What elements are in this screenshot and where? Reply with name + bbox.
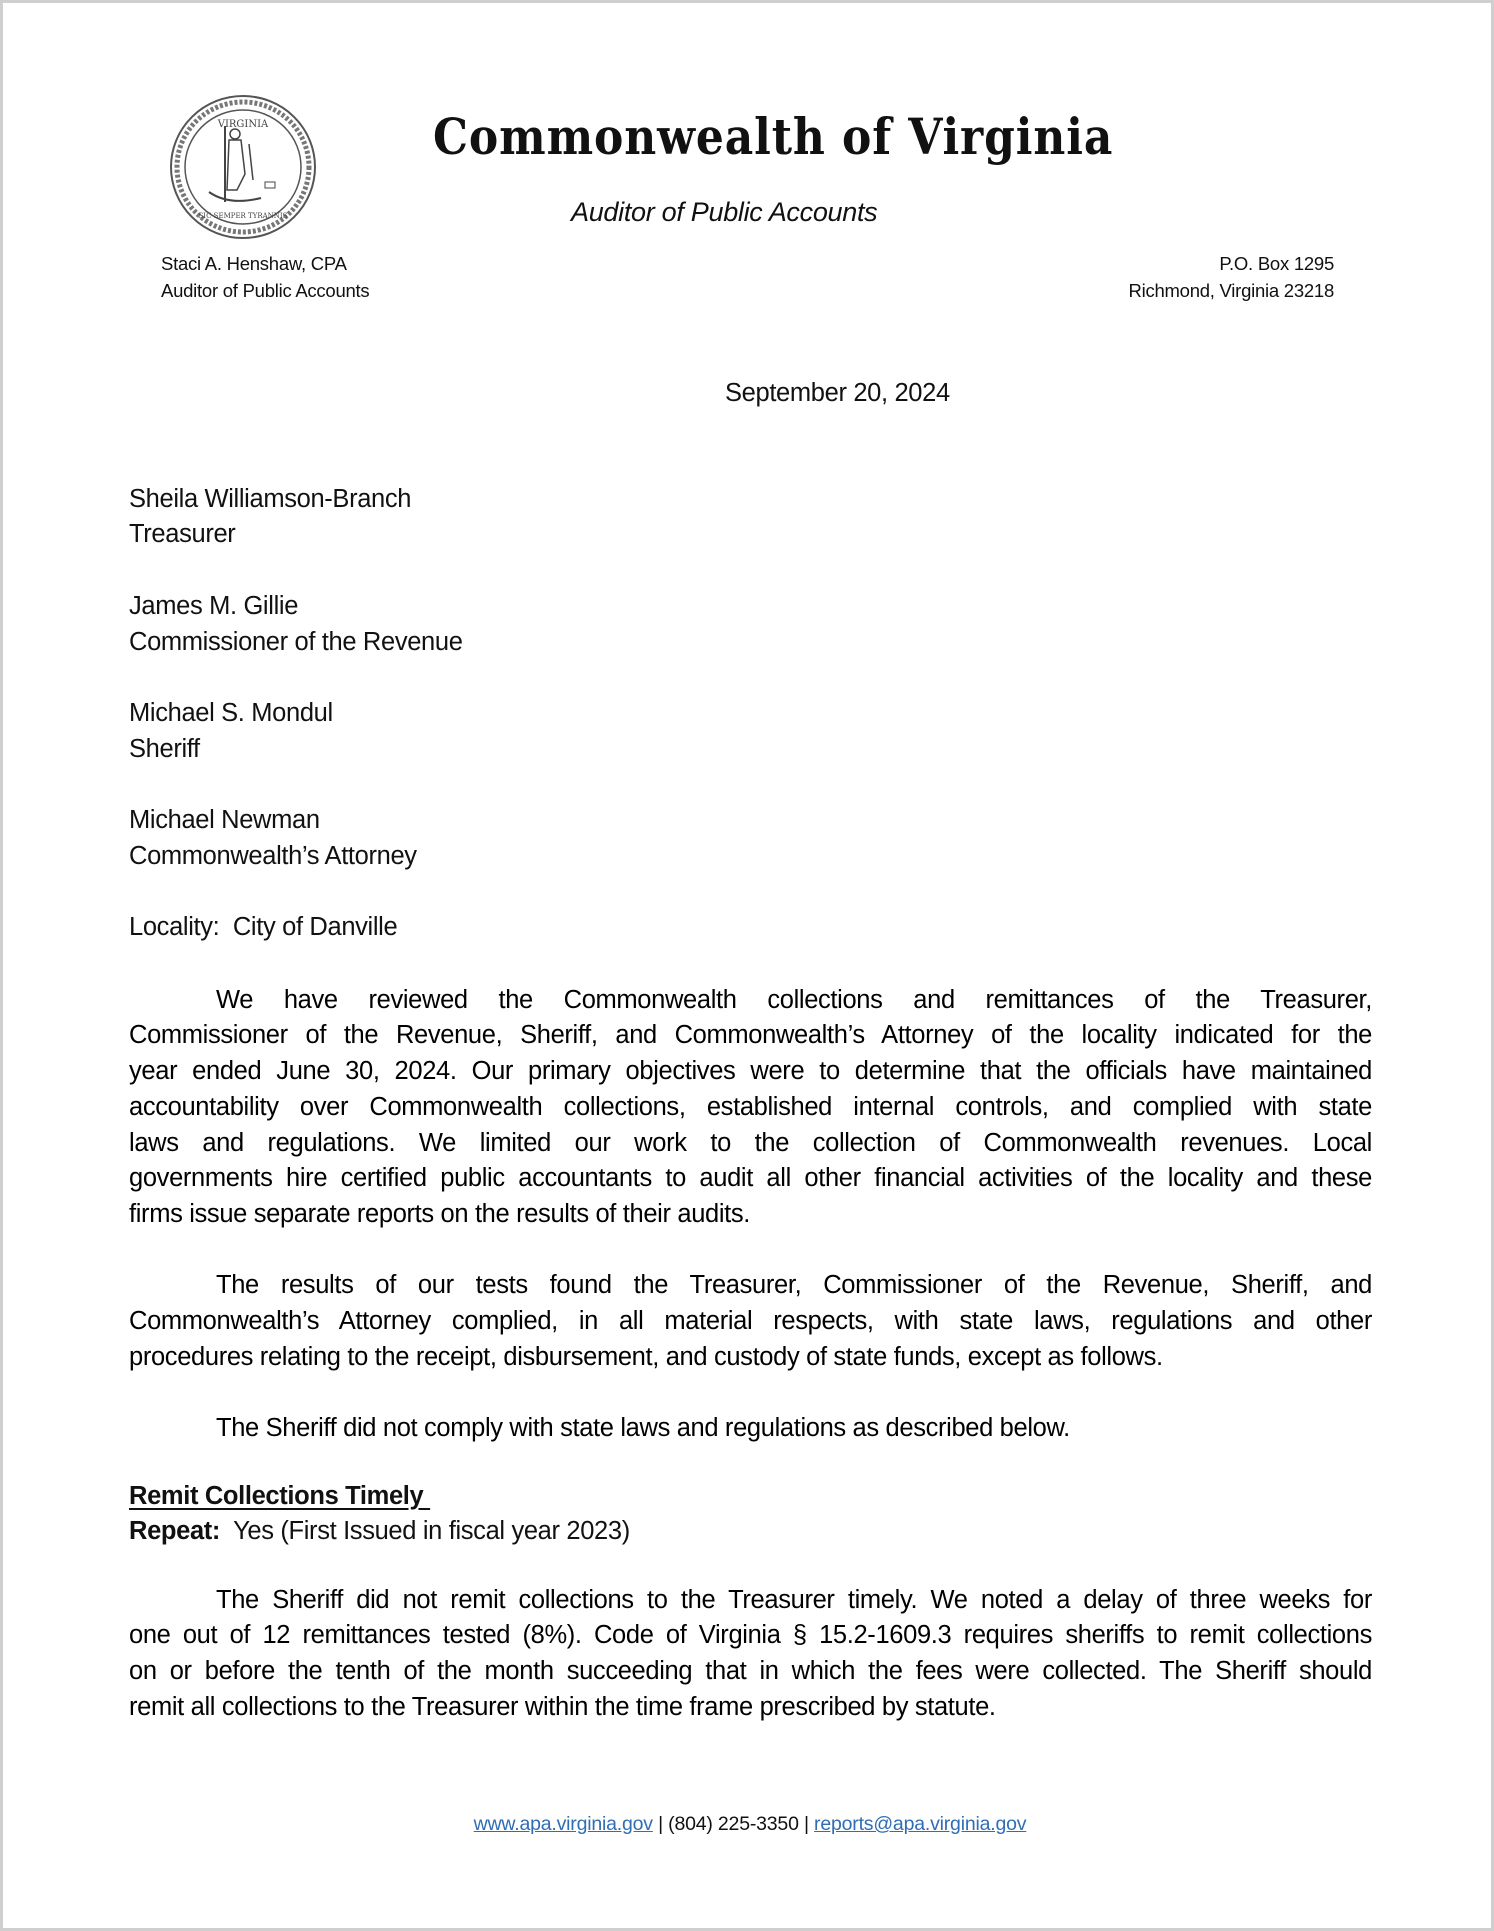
finding-line: one out of 12 remittances tested (8%). Code of Virginia § 15.2-1609.3 requires sheriffs to remit collections — [129, 1621, 1372, 1649]
paragraph-line: The results of our tests found the Treasurer, Commissioner of the Revenue, Sheriff, and — [216, 1271, 1372, 1299]
virginia-state-seal-icon — [169, 94, 317, 240]
repeat-label: Repeat: — [129, 1517, 221, 1545]
finding-line: on or before the tenth of the month succeeding that in which the fees were collected. The Sheriff should — [129, 1657, 1372, 1685]
paragraph-line: The Sheriff did not comply with state laws and regulations as described below. — [216, 1414, 1070, 1442]
letter-date: September 20, 2024 — [725, 379, 950, 407]
auditor-title: Auditor of Public Accounts — [161, 280, 370, 301]
paragraph-line: firms issue separate reports on the results of their audits. — [129, 1200, 751, 1228]
paragraph-line: year ended June 30, 2024. Our primary objectives were to determine that the officials have maintained — [129, 1057, 1372, 1085]
recipient-title: Commonwealth’s Attorney — [129, 842, 417, 870]
recipient-name: Michael S. Mondul — [129, 699, 333, 727]
paragraph-line: Commonwealth’s Attorney complied, in all material respects, with state laws, regulations and other — [129, 1307, 1372, 1335]
po-box: P.O. Box 1295 — [1219, 253, 1334, 274]
letterhead-title: Commonwealth of Virginia — [433, 107, 1114, 166]
finding-line: remit all collections to the Treasurer within the time frame prescribed by statute. — [129, 1693, 996, 1721]
recipient-title: Commissioner of the Revenue — [129, 628, 463, 656]
recipient-name: James M. Gillie — [129, 592, 299, 620]
auditor-name: Staci A. Henshaw, CPA — [161, 253, 347, 274]
footer-separator: | — [798, 1813, 815, 1835]
repeat-value: Yes (First Issued in fiscal year 2023) — [220, 1517, 630, 1545]
paragraph-line: We have reviewed the Commonwealth collections and remittances of the Treasurer, — [216, 986, 1372, 1014]
paragraph-line: procedures relating to the receipt, disbursement, and custody of state funds, except as follows. — [129, 1343, 1163, 1371]
finding-line: The Sheriff did not remit collections to the Treasurer timely. We noted a delay of three weeks for — [216, 1586, 1372, 1614]
finding-heading: Remit Collections Timely — [129, 1482, 431, 1510]
paragraph-line: laws and regulations. We limited our work to the collection of Commonwealth revenues. Local — [129, 1129, 1372, 1157]
recipient-title: Treasurer — [129, 520, 236, 548]
paragraph-line: Commissioner of the Revenue, Sheriff, and Commonwealth’s Attorney of the locality indicated for the — [129, 1021, 1372, 1049]
locality-line: Locality: City of Danville — [129, 913, 398, 941]
recipient-name: Michael Newman — [129, 806, 320, 834]
recipient-name: Sheila Williamson-Branch — [129, 485, 412, 513]
phone-number: (804) 225-3350 — [668, 1813, 799, 1835]
paragraph-line: governments hire certified public accountants to audit all other financial activities of the locality and these — [129, 1164, 1372, 1192]
svg-text:SIC SEMPER TYRANNIS: SIC SEMPER TYRANNIS — [198, 212, 288, 220]
email-link[interactable]: reports@apa.virginia.gov — [814, 1813, 1027, 1835]
svg-text:VIRGINIA: VIRGINIA — [217, 119, 269, 130]
paragraph-line: accountability over Commonwealth collections, established internal controls, and complied with state — [129, 1093, 1372, 1121]
footer-separator: | — [652, 1813, 669, 1835]
letterhead-subtitle: Auditor of Public Accounts — [571, 197, 878, 227]
finding-repeat — [129, 1517, 630, 1546]
website-link[interactable]: www.apa.virginia.gov — [473, 1813, 653, 1835]
recipient-title: Sheriff — [129, 735, 200, 763]
city-state-zip: Richmond, Virginia 23218 — [1128, 280, 1334, 301]
footer-contact — [3, 1813, 1494, 1836]
